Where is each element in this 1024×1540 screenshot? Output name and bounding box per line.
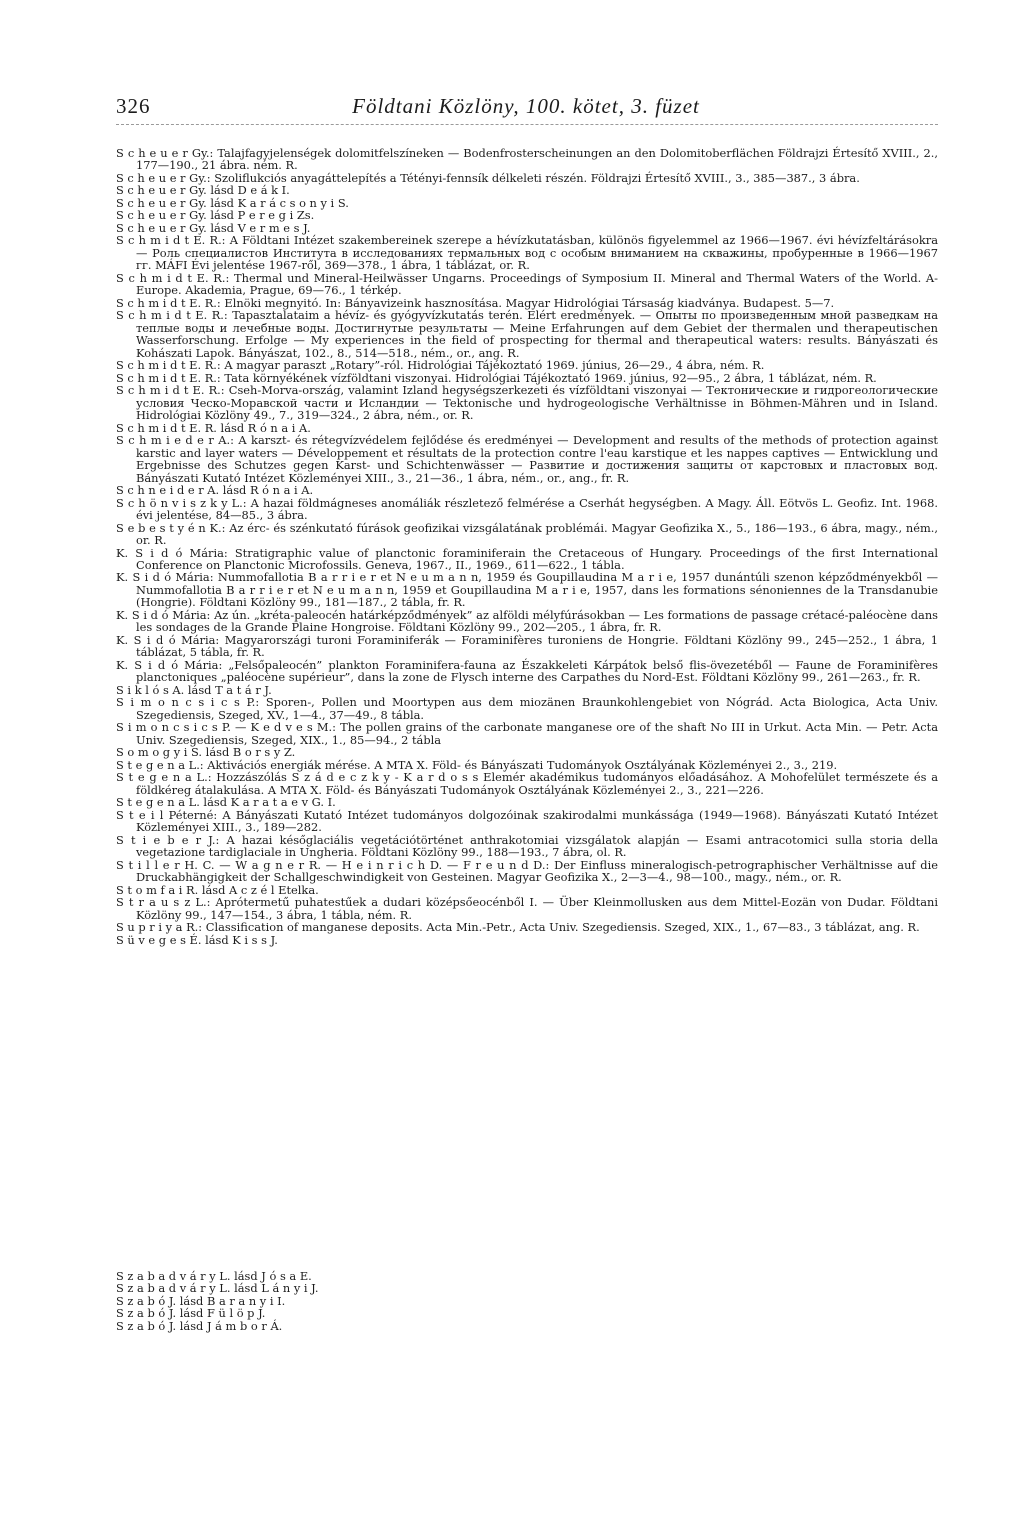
bibliography-entry: S z a b a d v á r y L. lásd L á n y i J. <box>116 1281 319 1296</box>
bibliography-entry: S c h m i d t E. R.: Cseh-Morva-ország, valamint Izland hegységszerkezeti és vízföldtani viszonyai — Тектонические и гидрогеологические условия Ческо-Моравской части и Исландии — Tektonische und hydrogeologische Verhältnisse in Böhmen-Mähren und in Island. Hidrológiai Közlöny 49., 7., 319—324., 2 ábra, ném., or. R. <box>116 383 938 423</box>
bibliography-entry: S ü v e g e s É. lásd K i s s J. <box>116 932 278 947</box>
bibliography-entry: S t e g e n a L. lásd K a r a t a e v G. I. <box>116 795 336 810</box>
bibliography-entry: S t r a u s z L.: Aprótermetű puhatestűek a dudari középsőeocénből I. — Über Kleinmollusken aus dem Mittel-Eozän von Dudar. Földtani Közlöny 99., 147—154., 3 ábra, 1 tábla, ném. R. <box>116 895 938 922</box>
page-number: 326 <box>116 94 151 118</box>
bibliography-list <box>116 147 938 946</box>
bibliography-entry: K. S i d ó Mária: Magyarországi turoni Foraminiferák — Foraminifères turoniens de Hongrie. Földtani Közlöny 99., 245—252., 1 ábra, 1 táblázat, 5 tábla, fr. R. <box>116 632 938 660</box>
bibliography-entry: S z a b ó J. lásd B a r a n y i I. <box>116 1293 286 1308</box>
page-header <box>116 94 936 128</box>
bibliography-entry: S u p r i y a R.: Classification of manganese deposits. Acta Min.-Petr., Acta Univ. Szegediensis. Szeged, XIX., 1., 67—83., 3 táblázat, ang. R. <box>116 920 920 935</box>
bibliography-entry: S t o m f a i R. lásd A c z é l Etelka. <box>116 882 319 897</box>
bibliography-entry: S c h e u e r Gy.: Szoliflukciós anyagáttelepítés a Tétényi-fennsík délkeleti részén. Földrajzi Értesítő XVIII., 3., 385—387., 3 ábra. <box>116 170 860 185</box>
bibliography-entry: S t e g e n a L.: Hozzászólás S z á d e c z k y - K a r d o s s Elemér akadémikus tudományos előadásához. A Mohofelület természete és a földkéreg átalakulása. A MTA X. Föld- és Bányászati Tudományok Osztályának Közleményei 2., 3., 221—226. <box>116 770 938 797</box>
bibliography-entry: S c h m i d t E. R.: Thermal und Mineral-Heilwässer Ungarns. Proceedings of Symposium II. Mineral and Thermal Waters of the World. A-Europe. Akademia, Prague, 69—76., 1 térkép. <box>116 270 938 298</box>
bibliography-entry: S e b e s t y é n K.: Az érc- és szénkutató fúrások geofizikai vizsgálatának problémái. Magyar Geofizika X., 5., 186—193., 6 ábra, magy., ném., or. R. <box>116 520 938 548</box>
running-title: Földtani Közlöny, 100. kötet, 3. füzet <box>352 94 700 118</box>
bibliography-entry: S c h e u e r Gy. lásd D e á k I. <box>116 183 290 198</box>
bibliography-entry: S c h e u e r Gy.: Talajfagyjelenségek dolomitfelszíneken — Bodenfrosterscheinungen an den Dolomitoberflächen Földrajzi Értesítő XVIII., 2., 177—190., 21 ábra. ném. R. <box>116 146 938 173</box>
bibliography-entry: S i m o n c s i c s P.: Sporen-, Pollen und Moortypen aus dem miozänen Braunkohlengebiet von Nógrád. Acta Biologica, Acta Univ. Szegediensis, Szeged, XV., 1—4., 37—49., 8 tábla. <box>116 695 938 722</box>
bibliography-entry: S c h e u e r Gy. lásd P e r e g i Zs. <box>116 208 315 223</box>
bibliography-entry: S z a b a d v á r y L. lásd J ó s a E. <box>116 1269 312 1283</box>
bibliography-entry: S c h ö n v i s z k y L.: A hazai földmágneses anomáliák részletező felmérése a Cserhát hegységben. A Magy. Áll. Eötvös L. Geofiz. Int. 1968. évi jelentése, 84—85., 3 ábra. <box>116 495 938 523</box>
bibliography-entry: S c h m i d t E. R. lásd R ó n a i A. <box>116 420 311 435</box>
bibliography-entry: K. S i d ó Mária: „Felsőpaleocén” plankton Foraminifera-fauna az Északkeleti Kárpátok belső flis-övezetéből — Faune de Foraminifères planctoniques „paléocène supérieur”, dans la zone de Flysch interne des Carpathes du Nord-Est. Földtani Közlöny 99., 261—263., fr. R. <box>116 657 938 685</box>
bibliography-entry: S c h m i e d e r A.: A karszt- és rétegvízvédelem fejlődése és eredményei — Development and results of the methods of protection against karstic and layer waters — Développement et résultats de la protection contre l'eau karstique et les nappes captives — Entwicklung und Ergebnisse des Schutzes gegen Karst- und Schichtenwässer — Развитие и достижения защиты от карстовых и пластовых вод. Bányászati Kutató Intézet Közleményei XIII., 3., 21—36., 1 ábra, ném., or., ang., fr. R. <box>116 433 938 485</box>
bibliography-entry: S c h e u e r Gy. lásd V e r m e s J. <box>116 220 311 235</box>
bibliography-entry: S c h m i d t E. R.: Elnöki megnyitó. In: Bányavizeink hasznosítása. Magyar Hidrológiai Társaság kiadványa. Budapest. 5—7. <box>116 295 835 310</box>
bibliography-entry: S i k l ó s A. lásd T a t á r J. <box>116 682 272 697</box>
bibliography-entry: S z a b ó J. lásd J á m b o r Á. <box>116 1318 283 1333</box>
bibliography-entry: K. S i d ó Mária: Stratigraphic value of planctonic foraminiferain the Cretaceous of Hungary. Proceedings of the first International Conference on Planctonic Microfossils. Geneva, 1967., II., 1969., 611—622., 1 tábla. <box>116 545 938 572</box>
bibliography-entry: S c h e u e r Gy. lásd K a r á c s o n y i S. <box>116 195 349 210</box>
header-rule <box>116 124 938 125</box>
bibliography-entry: S t e i l Péterné: A Bányászati Kutató Intézet tudományos dolgozóinak szakirodalmi munkássága (1949—1968). Bányászati Kutató Intézet Közleményei XIII., 3., 189—282. <box>116 807 938 835</box>
bibliography-entry: S c h n e i d e r A. lásd R ó n a i A. <box>116 483 314 498</box>
bibliography-entry: K. S i d ó Mária: Az ún. „kréta-paleocén határképződmények” az alföldi mélyfúrásokban — Les formations de passage crétacé-paléocène dans les sondages de la Grande Plaine Hongroise. Földtani Közlöny 99., 202—205., 1 ábra, fr. R. <box>116 607 938 635</box>
bibliography-entry: S t e g e n a L.: Aktivációs energiák mérése. A MTA X. Föld- és Bányászati Tudományok Osztályának Közleményei 2., 3., 219. <box>116 757 838 772</box>
bibliography-entry: S c h m i d t E. R.: Tata környékének vízföldtani viszonyai. Hidrológiai Tájékoztató 1969. június, 92—95., 2 ábra, 1 táblázat, ném. R. <box>116 370 877 385</box>
bibliography-entry: S t i l l e r H. C. — W a g n e r R. — H e i n r i c h D. — F r e u n d D.: Der Einfluss mineralogisch-petrographischer Verhältnisse auf die Druckabhängigkeit der Schallgeschwindigkeit von Gesteinen. Magyar Geofizika X., 2—3—4., 98—100., magy., ném., or. R. <box>116 857 938 885</box>
bibliography-entry: S c h m i d t E. R.: Tapasztalataim a hévíz- és gyógyvízkutatás terén. Elért eredmények. — Опыты по произведенным мной разведкам на теплые воды и лечебные воды. Достигнутые результаты — Meine Erfahrungen auf dem Gebiet der thermalen und therapeutischen Wasserforschung. Erfolge — My experiences in the field of prospecting for thermal and therapeutical waters: results. Bányászati és Kohászati Lapok. Bányászat, 102., 8., 514—518., ném., or., ang. R. <box>116 308 938 360</box>
bibliography-entry: S c h m i d t E. R.: A magyar paraszt „Rotary”-ról. Hidrológiai Tájékoztató 1969. június, 26—29., 4 ábra, ném. R. <box>116 358 765 373</box>
bibliography-entry: S c h m i d t E. R.: A Földtani Intézet szakembereinek szerepe a hévízkutatásban, különös figyelemmel az 1966—1967. évi hévízfeltárásokra — Роль специалистов Института в исследованиях термальных вод с особым вниманием на скважины, пробуренные в 1966—1967 гг. MÁFI Évi jelentése 1967-ről, 369—378., 1 ábra, 1 táblázat, or. R. <box>116 233 938 273</box>
bibliography-entry: S o m o g y i S. lásd B o r s y Z. <box>116 745 296 760</box>
bibliography-entry: S i m o n c s i c s P. — K e d v e s M.: The pollen grains of the carbonate manganese ore of the shaft No III in Urkut. Acta Min. — Petr. Acta Univ. Szegediensis, Szeged, XIX., 1., 85—94., 2 tábla <box>116 720 938 747</box>
bibliography-list-continued <box>116 1270 938 1332</box>
bibliography-entry: S t i e b e r J.: A hazai későglaciális vegetációtörténet anthrakotomiai vizsgálatok alapján — Esami antracotomici sulla storia della vegetazione tardiglaciale in Ungheria. Földtani Közlöny 99., 188—193., 7 ábra, ol. R. <box>116 832 938 860</box>
bibliography-entry: K. S i d ó Mária: Nummofallotia B a r r i e r et N e u m a n n, 1959 és Goupillaudina M a r i e, 1957 dunántúli szenon képződményekből — Nummofallotia B a r r i e r et N e u m a n n, 1959 et Goupillaudina M a r i e, 1957, dans les formations sénoniennes de la Transdanubie (Hongrie). Földtani Közlöny 99., 181—187., 2 tábla, fr. R. <box>116 570 938 610</box>
bibliography-entry: S z a b ó J. lásd F ü l ö p J. <box>116 1306 266 1321</box>
